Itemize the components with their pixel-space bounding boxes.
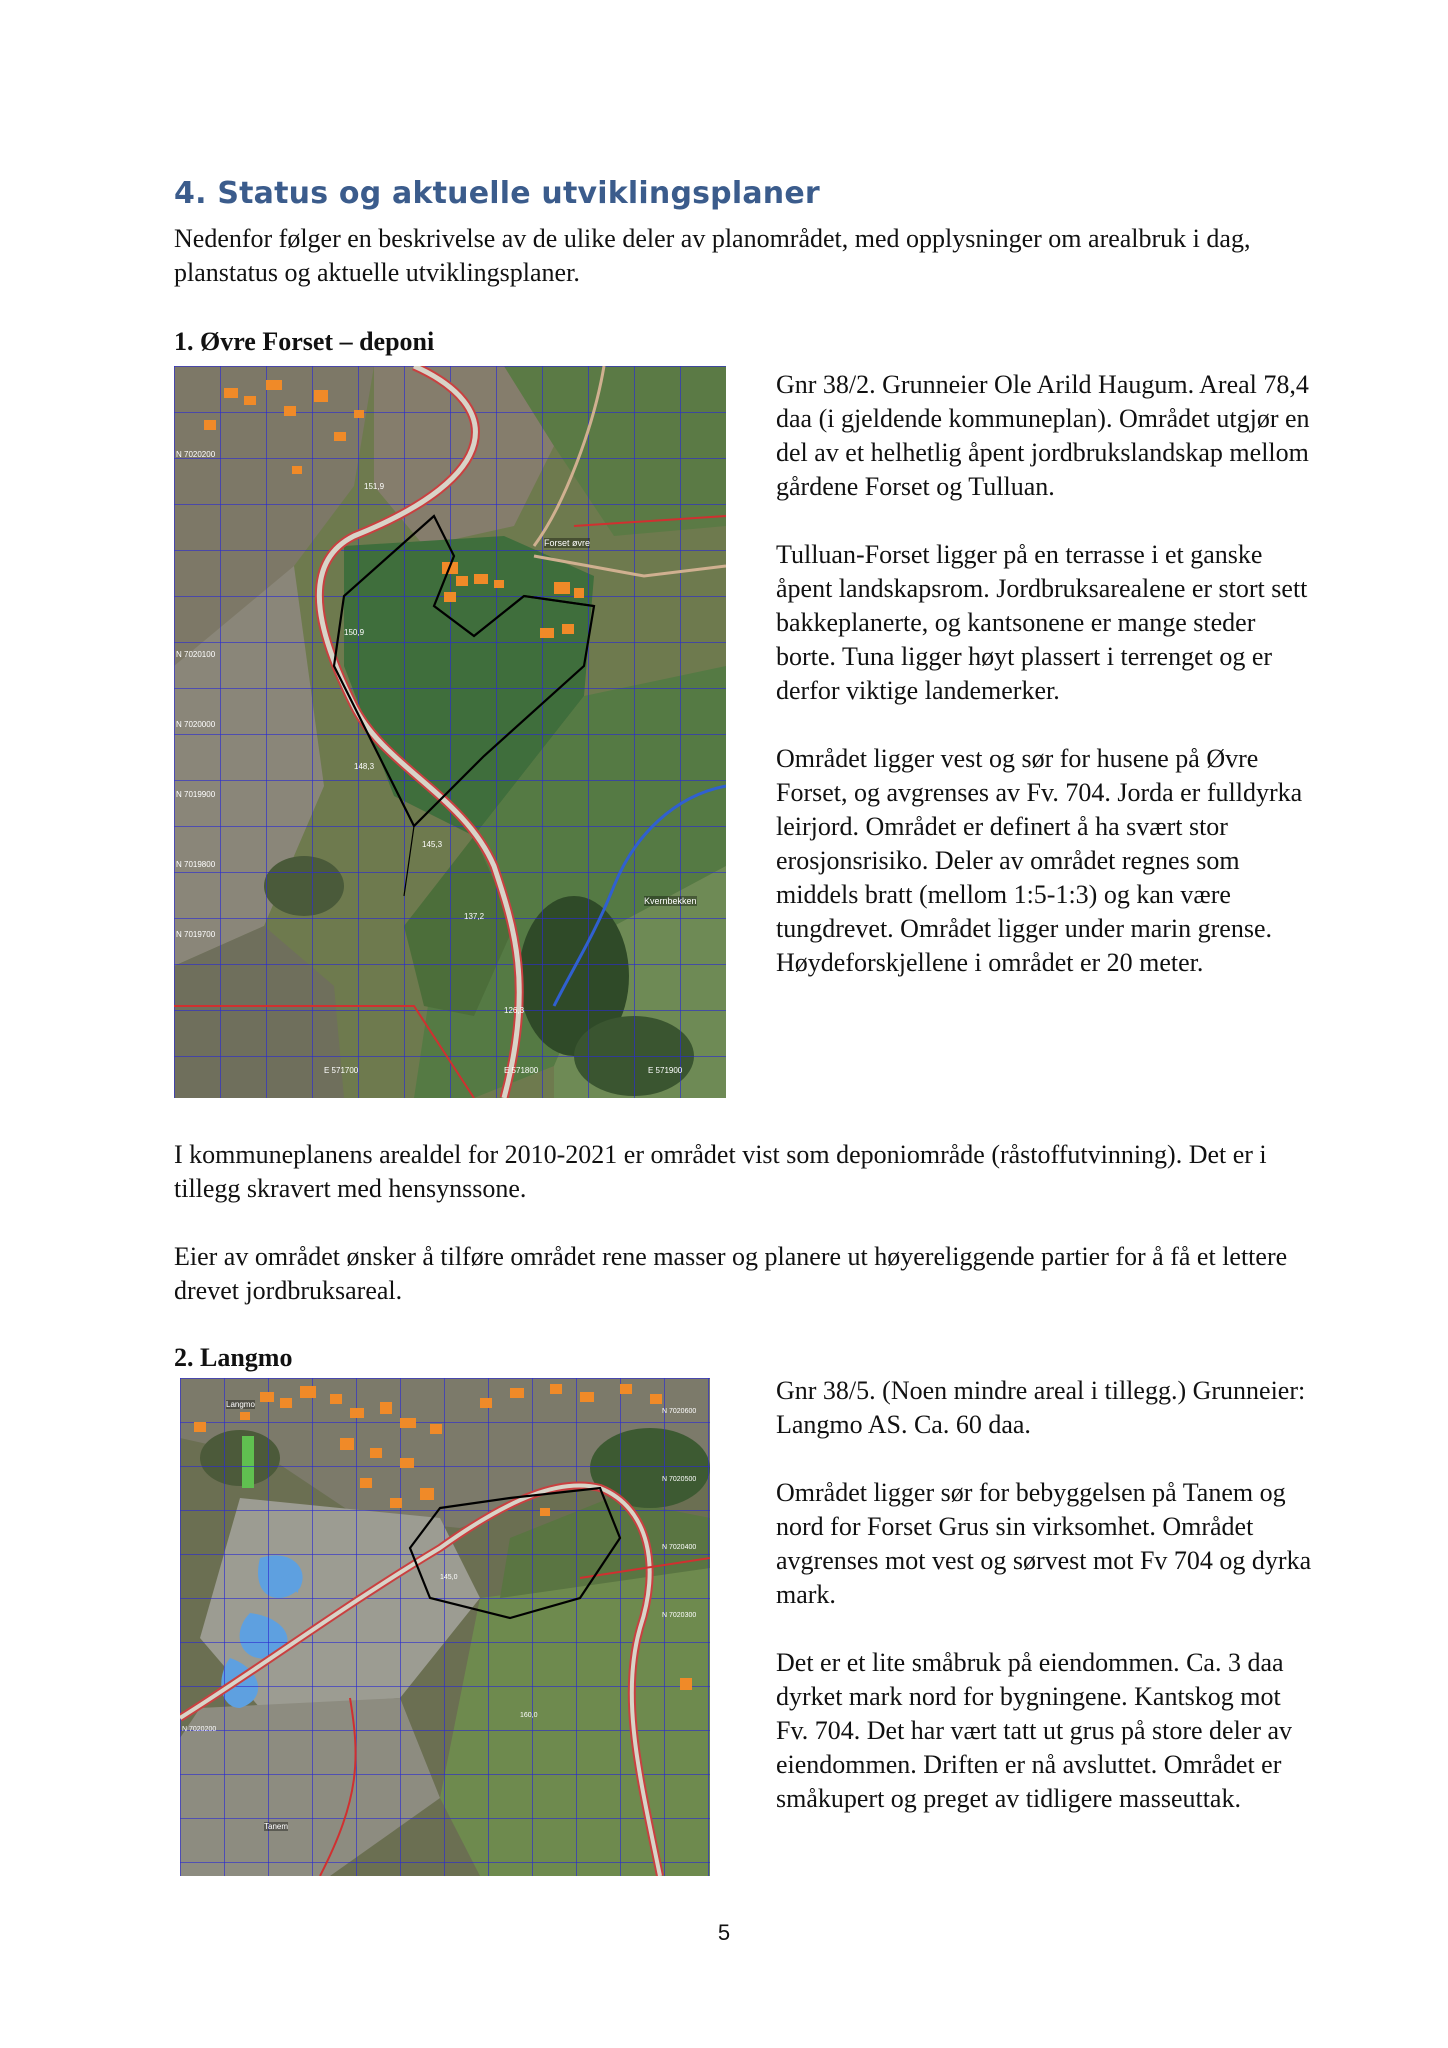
area2-title: 2. Langmo xyxy=(174,1343,293,1372)
map2-label-n7020300: N 7020300 xyxy=(662,1612,697,1619)
map1-label-n7020000: N 7020000 xyxy=(176,720,216,729)
area2-aerial-map xyxy=(180,1378,710,1876)
area1-planstatus-paragraph: I kommuneplanens arealdel for 2010-2021 er området vist som deponiområde (råstoffutvinning). Det er i tillegg skravert med hensynssone. xyxy=(174,1140,1267,1203)
map2-label-n7020600: N 7020600 xyxy=(662,1408,697,1415)
area1-paragraph: Gnr 38/2. Grunneier Ole Arild Haugum. Areal 78,4 daa (i gjeldende kommuneplan). Området utgjør en del av et helhetlig åpent jordbrukslandskap mellom gårdene Forset og Tulluan. xyxy=(776,370,1310,501)
map1-label-n7019800: N 7019800 xyxy=(176,860,216,869)
map1-label-h3: 148,3 xyxy=(354,762,375,771)
map2-label-n7020200: N 7020200 xyxy=(182,1726,217,1733)
map1-label-e571700: E 571700 xyxy=(324,1066,359,1075)
map2-label-place2: Tanem xyxy=(264,1822,289,1831)
map1-label-h4: 145,3 xyxy=(422,840,443,849)
map2-label-n7020500: N 7020500 xyxy=(662,1476,697,1483)
map1-label-stream: Kvernbekken xyxy=(644,896,697,906)
area1-title: 1. Øvre Forset – deponi xyxy=(174,327,435,356)
map2-label-h2: 160,0 xyxy=(520,1712,538,1719)
map2-label-n7020400: N 7020400 xyxy=(662,1544,697,1551)
map1-label-farm: Forset øvre xyxy=(544,538,591,548)
map1-label-e571900: E 571900 xyxy=(648,1066,683,1075)
map1-label-n7020100: N 7020100 xyxy=(176,650,216,659)
map1-label-e571800: E 571800 xyxy=(504,1066,539,1075)
section-intro: Nedenfor følger en beskrivelse av de ulike deler av planområdet, med opplysninger om arealbruk i dag, planstatus og aktuelle utviklingsplaner. xyxy=(174,224,1251,287)
area1-description xyxy=(776,368,1316,1014)
area1-owner-wish-paragraph: Eier av området ønsker å tilføre området rene masser og planere ut høyereliggende partier for å få et lettere drevet jordbruksareal. xyxy=(174,1242,1288,1305)
map1-label-h6: 126,3 xyxy=(504,1006,525,1015)
area2-paragraph: Gnr 38/5. (Noen mindre areal i tillegg.) Grunneier: Langmo AS. Ca. 60 daa. xyxy=(776,1376,1306,1439)
map1-label-h5: 137,2 xyxy=(464,912,485,921)
area1-paragraph: Området ligger vest og sør for husene på Øvre Forset, og avgrenses av Fv. 704. Jorda er fulldyrka leirjord. Området er definert å ha svært stor erosjonsrisiko. Deler av området regnes som middels bratt (mellom 1:5-1:3) og kan være tungdrevet. Området ligger under marin grense. Høydeforskjellene i området er 20 meter. xyxy=(776,744,1303,977)
area2-description xyxy=(776,1374,1316,1850)
area1-aerial-map xyxy=(174,366,726,1098)
map1-label-n7019700: N 7019700 xyxy=(176,930,216,939)
map2-label-place1: Langmo xyxy=(226,1400,255,1409)
map1-label-h2: 150,9 xyxy=(344,628,365,637)
area2-paragraph: Området ligger sør for bebyggelsen på Tanem og nord for Forset Grus sin virksomhet. Området avgrenses mot vest og sørvest mot Fv 704 og dyrka mark. xyxy=(776,1478,1312,1609)
area1-paragraph: Tulluan-Forset ligger på en terrasse i et ganske åpent landskapsrom. Jordbruksarealene er stort sett bakkeplanerte, og kantsonene er mange steder borte. Tuna ligger høyt plassert i terrenget og er derfor viktige landemerker. xyxy=(776,540,1308,705)
map1-label-h1: 151,9 xyxy=(364,482,385,491)
section-heading: 4. Status og aktuelle utviklingsplaner xyxy=(174,176,820,211)
map2-label-h1: 145,0 xyxy=(440,1574,458,1581)
map1-label-n7019900: N 7019900 xyxy=(176,790,216,799)
page-number: 5 xyxy=(717,1920,731,1945)
map1-label-n7020200: N 7020200 xyxy=(176,450,216,459)
area2-paragraph: Det er et lite småbruk på eiendommen. Ca. 3 daa dyrket mark nord for bygningene. Kantskog mot Fv. 704. Det har vært tatt ut grus på store deler av eiendommen. Driften er nå avsluttet. Området er småkupert og preget av tidligere masseuttak. xyxy=(776,1648,1293,1813)
